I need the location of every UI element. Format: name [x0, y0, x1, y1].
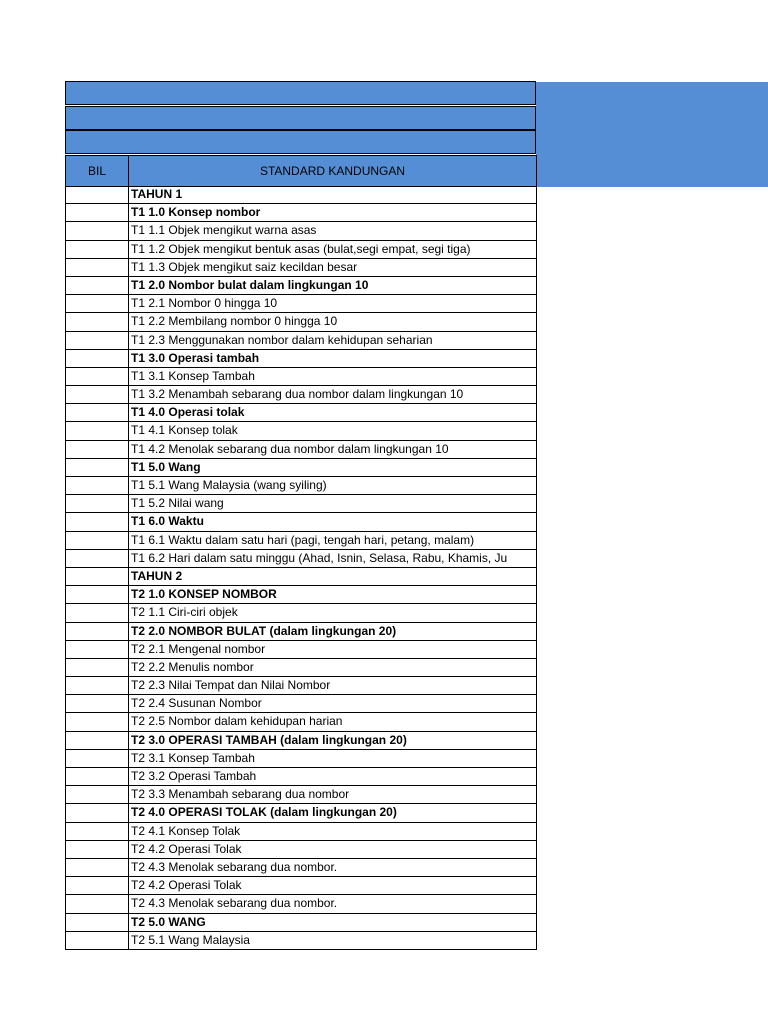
standard-cell: TAHUN 1 — [131, 187, 183, 201]
bil-cell — [66, 604, 129, 621]
table-row — [66, 932, 536, 950]
table-row — [66, 222, 536, 240]
table-row — [66, 641, 536, 659]
bil-cell — [66, 386, 129, 403]
table-section-row — [66, 914, 536, 932]
standard-cell: T1 4.1 Konsep tolak — [131, 423, 238, 438]
standard-cell: T1 1.3 Objek mengikut saiz kecildan besar — [131, 259, 358, 274]
bil-cell — [66, 932, 129, 949]
standard-cell: T2 5.0 WANG — [131, 914, 206, 929]
table-row — [66, 368, 536, 386]
table-row — [66, 386, 536, 404]
bil-cell — [66, 477, 129, 494]
table-row — [66, 477, 536, 495]
standard-cell: T2 4.1 Konsep Tolak — [131, 823, 241, 838]
standard-cell: T2 2.0 NOMBOR BULAT (dalam lingkungan 20) — [131, 623, 397, 638]
standard-cell: T1 2.1 Nombor 0 hingga 10 — [131, 296, 278, 311]
bil-cell — [66, 841, 129, 858]
table-row — [66, 659, 536, 677]
standard-cell: T2 3.0 OPERASI TAMBAH (dalam lingkungan 20) — [131, 732, 407, 747]
bil-cell — [66, 186, 129, 203]
bil-cell — [66, 786, 129, 803]
bil-cell — [66, 532, 129, 549]
standard-cell: T1 5.0 Wang — [131, 459, 201, 474]
bil-cell — [66, 513, 129, 530]
table-row — [66, 859, 536, 877]
bil-cell — [66, 259, 129, 276]
table-row — [66, 550, 536, 568]
standard-cell: T2 3.2 Operasi Tambah — [131, 769, 257, 783]
standard-cell: T1 3.1 Konsep Tambah — [131, 368, 255, 383]
bil-cell — [66, 823, 129, 840]
table-row — [66, 750, 536, 768]
bil-cell — [66, 332, 129, 349]
standard-cell: T1 2.2 Membilang nombor 0 hingga 10 — [131, 314, 338, 329]
table-section-row — [66, 732, 536, 750]
bil-cell — [66, 623, 129, 640]
standard-cell: T1 4.0 Operasi tolak — [131, 405, 245, 420]
standard-cell: T2 4.3 Menolak sebarang dua nombor. — [131, 896, 338, 911]
standard-cell: T1 5.1 Wang Malaysia (wang syiling) — [131, 478, 327, 492]
table-row — [66, 532, 536, 550]
table-row — [66, 295, 536, 313]
bil-cell — [66, 659, 129, 676]
bil-cell — [66, 404, 129, 421]
standard-cell: T1 4.2 Menolak sebarang dua nombor dalam lingkungan 10 — [131, 441, 449, 456]
table-row — [66, 768, 536, 786]
bil-cell — [66, 277, 129, 294]
table-section-row — [66, 204, 536, 222]
bil-cell — [66, 677, 129, 694]
bil-cell — [66, 586, 129, 603]
bil-cell — [66, 804, 129, 821]
table-row — [66, 422, 536, 440]
table-row — [66, 895, 536, 913]
bil-cell — [66, 350, 129, 367]
table-section-row — [66, 623, 536, 641]
standard-cell: T1 6.0 Waktu — [131, 514, 204, 529]
bil-cell — [66, 859, 129, 876]
standard-cell: T1 3.0 Operasi tambah — [131, 350, 260, 365]
header-row-1 — [65, 81, 536, 105]
standard-cell: T1 2.3 Menggunakan nombor dalam kehidupan seharian — [131, 332, 433, 347]
bil-cell — [66, 495, 129, 512]
standard-cell: T2 2.3 Nilai Tempat dan Nilai Nombor — [131, 678, 331, 693]
bil-cell — [66, 422, 129, 439]
standard-cell: T2 1.1 Ciri-ciri objek — [131, 605, 238, 620]
table-row — [66, 441, 536, 459]
table-section-row — [66, 350, 536, 368]
table-section-row — [66, 277, 536, 295]
standard-cell: T2 3.1 Konsep Tambah — [131, 750, 255, 765]
standard-cell: T2 4.2 Operasi Tolak — [131, 841, 242, 856]
standard-kandungan-column-header: STANDARD KANDUNGAN — [259, 164, 406, 178]
standard-cell: T2 5.1 Wang Malaysia — [131, 932, 250, 947]
table-row — [66, 495, 536, 513]
table-row — [66, 841, 536, 859]
standard-cell: T2 3.3 Menambah sebarang dua nombor — [131, 787, 350, 802]
bil-cell — [66, 750, 129, 767]
table-section-row — [66, 404, 536, 422]
table-row — [66, 877, 536, 895]
table-section-row — [66, 586, 536, 604]
standard-cell: T2 2.2 Menulis nombor — [131, 659, 254, 674]
standard-cell: T2 2.5 Nombor dalam kehidupan harian — [131, 714, 343, 729]
table-row — [66, 259, 536, 277]
bil-cell — [66, 641, 129, 658]
standard-cell: T1 6.2 Hari dalam satu minggu (Ahad, Isnin, Selasa, Rabu, Khamis, Ju — [131, 550, 508, 565]
bil-cell — [66, 550, 129, 567]
table-row — [66, 313, 536, 331]
bil-cell — [66, 732, 129, 749]
table-row — [66, 695, 536, 713]
bil-column-header: BIL — [66, 156, 129, 186]
standard-cell: T2 4.0 OPERASI TOLAK (dalam lingkungan 20) — [131, 805, 397, 820]
bil-cell — [66, 713, 129, 730]
standard-cell: T1 2.0 Nombor bulat dalam lingkungan 10 — [131, 277, 369, 292]
table-row — [66, 713, 536, 731]
standard-table — [65, 186, 537, 950]
table-row — [66, 677, 536, 695]
bil-cell — [66, 695, 129, 712]
standard-cell: T1 1.0 Konsep nombor — [131, 205, 261, 220]
bil-cell — [66, 768, 129, 785]
standard-cell: T2 4.2 Operasi Tolak — [131, 878, 242, 893]
standard-cell: T1 1.1 Objek mengikut warna asas — [131, 223, 317, 238]
bil-cell — [66, 295, 129, 312]
table-section-row — [66, 568, 536, 586]
bil-cell — [66, 441, 129, 458]
bil-cell — [66, 222, 129, 239]
standard-cell: T2 2.1 Mengenal nombor — [131, 641, 266, 656]
table-section-row — [66, 186, 536, 204]
standard-cell: T1 1.2 Objek mengikut bentuk asas (bulat,segi empat, segi tiga) — [131, 241, 471, 256]
table-row — [66, 604, 536, 622]
standard-cell: T2 1.0 KONSEP NOMBOR — [131, 587, 277, 602]
standard-cell: T1 6.1 Waktu dalam satu hari (pagi, tengah hari, petang, malam) — [131, 532, 475, 547]
table-row — [66, 786, 536, 804]
table-row — [66, 241, 536, 259]
bil-cell — [66, 459, 129, 476]
column-header-row — [65, 155, 537, 187]
bil-cell — [66, 877, 129, 894]
bil-cell — [66, 568, 129, 585]
standard-cell: T1 3.2 Menambah sebarang dua nombor dalam lingkungan 10 — [131, 387, 464, 402]
standard-cell: T2 2.4 Susunan Nombor — [131, 696, 262, 711]
standard-cell: T2 4.3 Menolak sebarang dua nombor. — [131, 859, 338, 874]
header-band-right — [536, 82, 768, 187]
header-row-2 — [65, 106, 536, 130]
table-section-row — [66, 513, 536, 531]
header-row-3 — [65, 130, 536, 154]
bil-cell — [66, 368, 129, 385]
bil-cell — [66, 241, 129, 258]
bil-cell — [66, 895, 129, 912]
standard-cell: T1 5.2 Nilai wang — [131, 496, 224, 511]
bil-cell — [66, 313, 129, 330]
bil-cell — [66, 914, 129, 931]
table-row — [66, 332, 536, 350]
table-section-row — [66, 459, 536, 477]
table-row — [66, 823, 536, 841]
standard-cell: TAHUN 2 — [131, 568, 183, 583]
table-section-row — [66, 804, 536, 822]
bil-cell — [66, 204, 129, 221]
